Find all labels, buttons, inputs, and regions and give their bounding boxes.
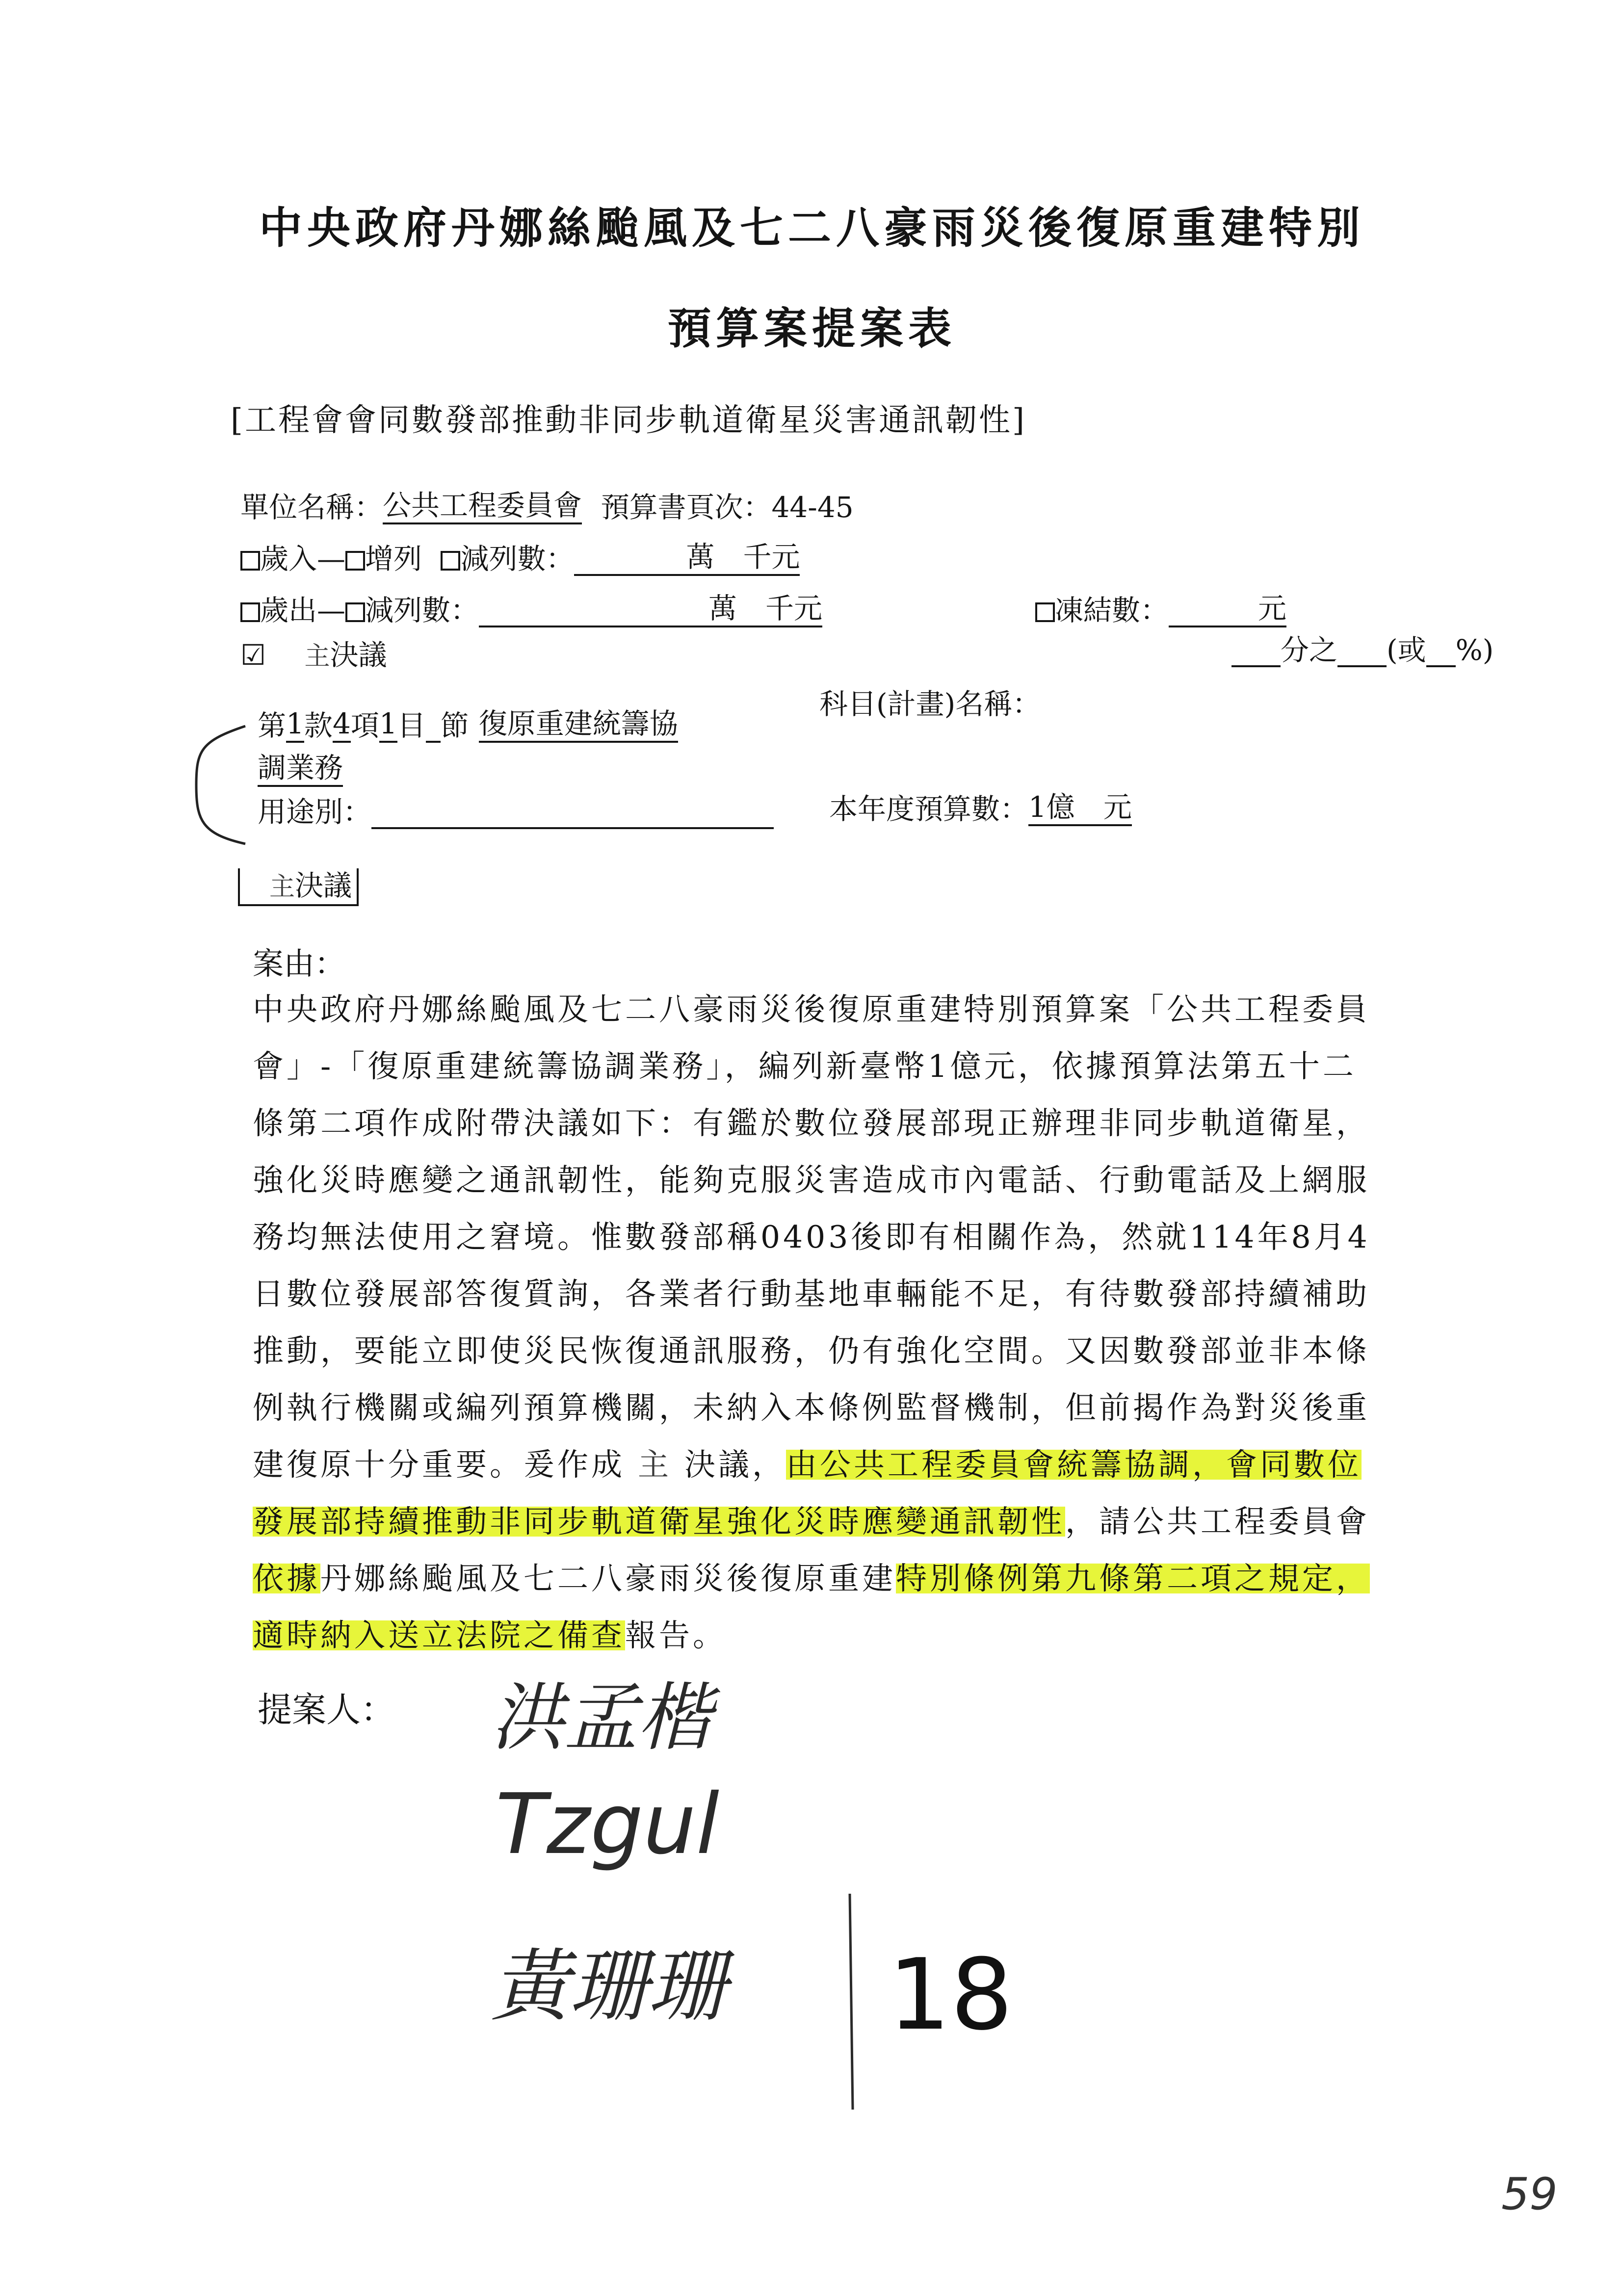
frozen-label: 凍結數：	[1055, 594, 1169, 627]
case-text-part-4: 丹娜絲颱風及七二八豪雨災後復原重	[320, 1561, 862, 1596]
case-text-part-2: 決議，	[684, 1447, 786, 1483]
increase-label: 增列	[365, 542, 422, 575]
kuan-prefix: 第	[258, 709, 287, 742]
increase-checkbox[interactable]	[345, 551, 365, 571]
highlight-2: 依據	[253, 1561, 320, 1596]
subject-name-label: 科目(計畫)名稱：	[819, 687, 1041, 721]
highlight-1: 由公共工程委員會統籌協調，會同數位發展部持續推動非同步軌道衛星強化災時應變通訊韌性	[253, 1447, 1362, 1539]
case-text-part-5: 建	[862, 1561, 896, 1596]
page-label: 預算書頁次：	[601, 491, 772, 524]
frozen-row	[1035, 591, 1286, 627]
unit-row	[240, 488, 854, 524]
case-handwritten-zhu: 主	[638, 1447, 672, 1483]
frozen-checkbox[interactable]	[1035, 602, 1055, 622]
title-line-2: 預算案提案表	[667, 303, 956, 354]
xiang-value: 4	[333, 706, 351, 743]
signature-3: 黃珊珊	[491, 1940, 727, 2032]
page-mark: 59	[1501, 2168, 1558, 2220]
expense-decrease-checkbox[interactable]	[345, 602, 365, 622]
revenue-checkbox[interactable]	[240, 551, 260, 571]
expense-amount: 萬 千元	[479, 591, 822, 627]
usage-row	[258, 795, 774, 829]
xiang-unit: 項	[350, 709, 379, 742]
budget-value: 1億 元	[1028, 790, 1132, 826]
resolution-checkbox[interactable]: ☑	[240, 638, 266, 672]
fraction-row	[1231, 633, 1493, 667]
item-row	[258, 706, 678, 743]
highlight-3: 特別條例第九條第二項之規定，適時納入送立法院之備查	[253, 1561, 1370, 1653]
proposer-label: 提案人：	[258, 1690, 395, 1730]
resolution-row	[240, 638, 387, 674]
mu-unit: 目	[397, 709, 426, 742]
signature-2: Tzgul	[496, 1776, 719, 1873]
boxed-resolution-label: 決議	[295, 869, 352, 902]
expense-decrease-label: 減列數：	[365, 594, 479, 627]
mu-value: 1	[379, 706, 397, 743]
kuan-value: 1	[286, 706, 304, 743]
expense-row	[240, 591, 822, 627]
signature-divider-stroke	[844, 1889, 859, 2114]
expense-checkbox[interactable]	[240, 602, 260, 622]
plan-name-cont	[258, 751, 343, 787]
or-label: (或	[1387, 633, 1426, 667]
revenue-row	[240, 540, 800, 576]
jie-unit: 節	[440, 709, 469, 742]
percent-label: %)	[1455, 633, 1494, 667]
handwritten-zhu: 主	[304, 642, 330, 671]
page-value: 44-45	[771, 491, 854, 524]
unit-value: 公共工程委員會	[383, 488, 582, 524]
frozen-amount: 元	[1169, 591, 1286, 627]
budget-row	[829, 790, 1132, 826]
case-label: 案由：	[253, 946, 345, 982]
usage-value	[371, 798, 774, 829]
revenue-prefix: 歲入—	[260, 542, 346, 575]
unit-label: 單位名稱：	[240, 491, 383, 524]
revenue-decrease-checkbox[interactable]	[441, 551, 460, 571]
case-text	[253, 981, 1371, 1664]
usage-label: 用途別：	[258, 795, 372, 829]
resolution-label: 決議	[330, 638, 387, 672]
boxed-handwritten-zhu: 主	[269, 872, 295, 902]
case-text-part-1: 中央政府丹娜絲颱風及七二八豪雨災後復原重建特別預算案「公共工程委員會」-「復原重建統籌協調業務」，編列新臺幣1億元，依據預算法第五十二條第二項作成附帶決議如下：有鑑於數位發展部現正辦理非同步軌道衛星，強化災時應變之通訊韌性，能夠克服災害造成市內電話、行動電話及上網服務均無法使用之窘境。惟數發部稱0403後即有相關作為，然就114年8月4日數位發展部答復質詢，各業者行動基地車輛能不足，有待數發部持續補助推動，要能立即使災民恢復通訊服務，仍有強化空間。又因數發部並非本條例執行機關或編列預算機關，未納入本條例監督機制，但前揭作為對災後重建復原十分重要。爰作成	[253, 991, 1370, 1483]
title-line-1: 中央政府丹娜絲颱風及七二八豪雨災後復原重建特別	[259, 203, 1365, 253]
revenue-amount: 萬 千元	[574, 540, 800, 576]
expense-prefix: 歲出—	[260, 594, 346, 627]
budget-label: 本年度預算數：	[829, 792, 1029, 826]
fraction-label: 分之	[1281, 633, 1338, 667]
proposal-subject: [工程會會同數發部推動非同步軌道衛星災害通訊韌性]	[231, 402, 1026, 439]
hand-drawn-brace	[186, 721, 255, 849]
kuan-unit: 款	[304, 709, 333, 742]
boxed-resolution	[238, 868, 359, 906]
revenue-decrease-label: 減列數：	[460, 542, 575, 575]
signature-1: 洪孟楷	[491, 1675, 712, 1761]
plan-name-cont-text: 調業務	[258, 751, 343, 787]
proposer-count: 18	[888, 1938, 1013, 2052]
case-text-part-6: 報告。	[625, 1618, 727, 1653]
plan-name: 復原重建統籌協	[479, 706, 678, 743]
case-text-part-3: ，請公共工程委員會	[1065, 1504, 1370, 1539]
